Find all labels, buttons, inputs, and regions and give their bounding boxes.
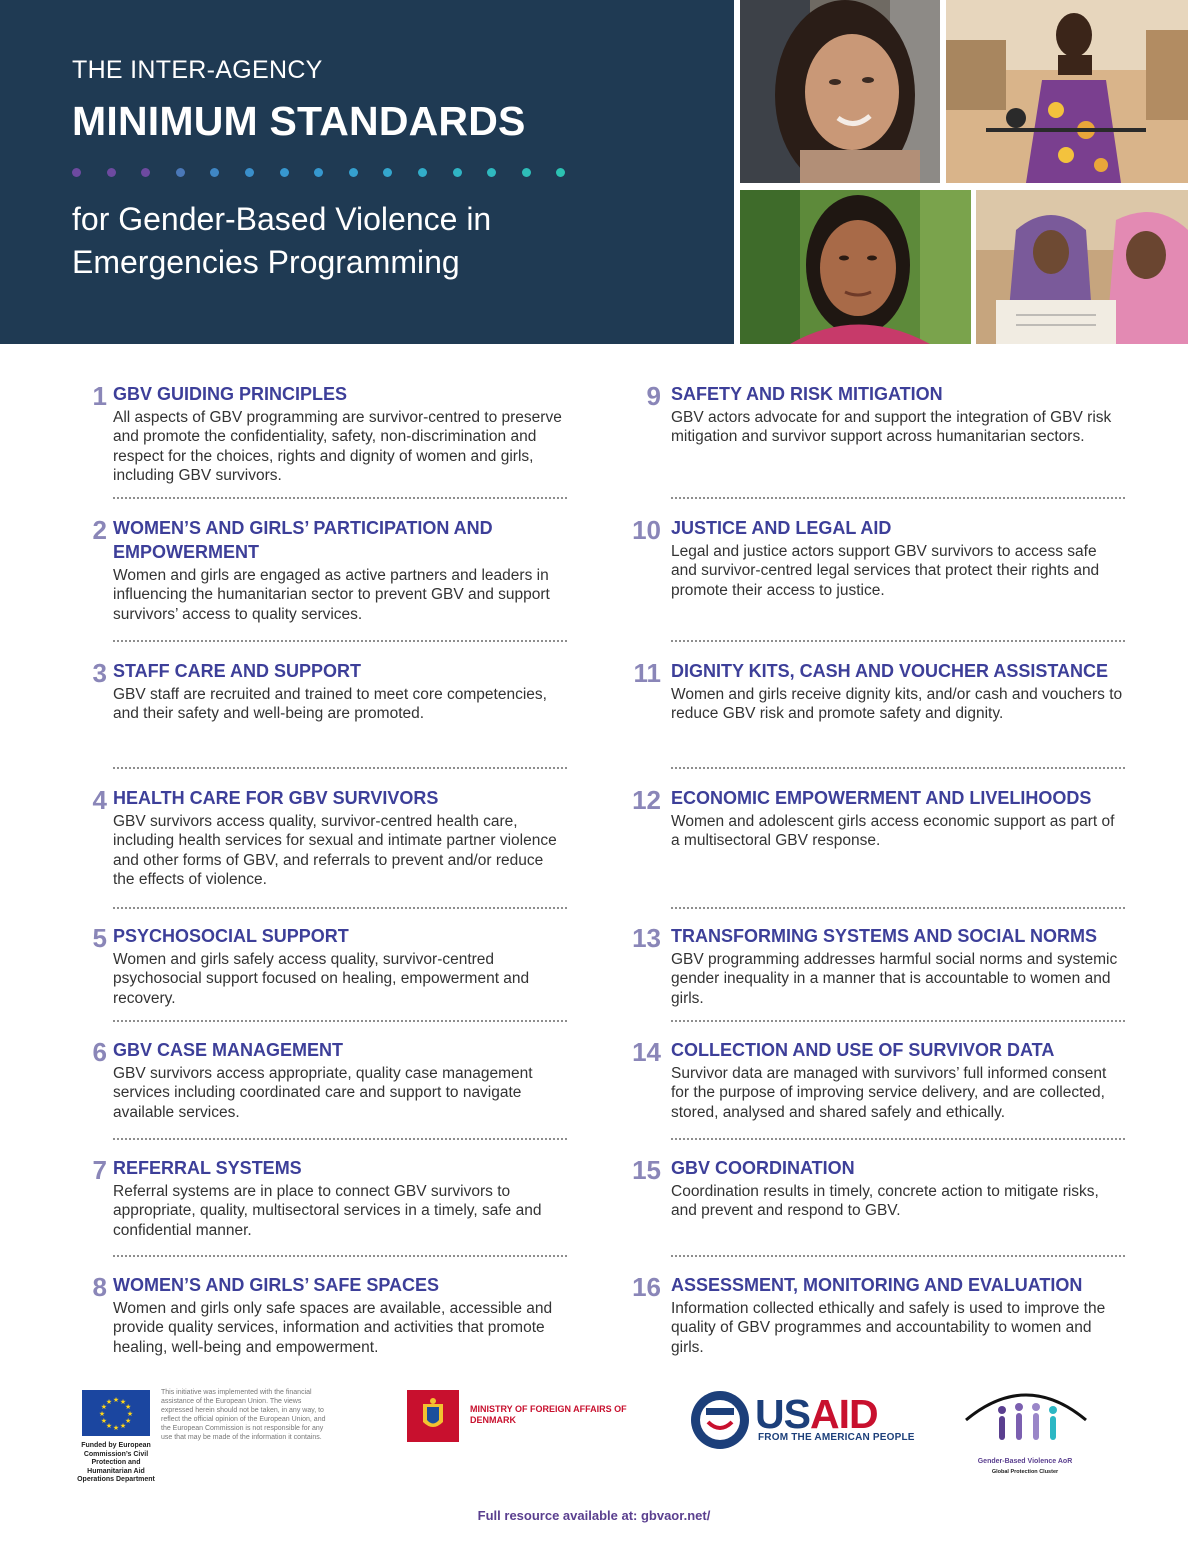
standard-number: 14 [632, 1037, 661, 1067]
standard-item [92, 381, 568, 486]
dotted-divider [671, 640, 1125, 642]
eu-flag-logo [82, 1390, 150, 1436]
standard-title: HEALTH CARE FOR GBV SURVIVORS [113, 788, 439, 808]
gbv-aor-logo [962, 1380, 1090, 1450]
standard-item [92, 1155, 568, 1240]
standard-description: Women and girls only safe spaces are available, accessible and provide quality services, information and activities that promote healing, well-being and empowerment. [113, 1300, 553, 1356]
decorative-dot [453, 168, 462, 177]
dotted-divider [113, 767, 567, 769]
pre-title: THE INTER-AGENCY [72, 56, 323, 84]
page-title: MINIMUM STANDARDS [72, 98, 526, 144]
subtitle-line-2: Emergencies Programming [72, 244, 460, 280]
decorative-dot [245, 168, 254, 177]
standard-number: 6 [92, 1037, 107, 1067]
standard-description: GBV programming addresses harmful social norms and systemic gender inequality in a manner that is accountable to women and girls. [671, 951, 1118, 1007]
usaid-us: US [755, 1391, 810, 1437]
standard-number: 9 [646, 381, 661, 411]
standard-title: WOMEN’S AND GIRLS’ PARTICIPATION AND EMPOWERMENT [113, 518, 493, 562]
denmark-ministry-label: MINISTRY OF FOREIGN AFFAIRS OF DENMARK [470, 1404, 627, 1425]
standard-description: Referral systems are in place to connect GBV survivors to appropriate, quality, multisectoral services in a timely, safe and confidential manner. [113, 1183, 542, 1239]
dotted-divider [113, 1138, 567, 1140]
footer [0, 1380, 1188, 1548]
eu-caption: Funded by European Commission’s Civil Protection and Humanitarian Aid Operations Department [77, 1442, 155, 1484]
decorative-dot [176, 168, 185, 177]
decorative-dot [522, 168, 531, 177]
standard-title: GBV COORDINATION [671, 1158, 855, 1178]
standard-item [646, 381, 1126, 447]
eu-star-icon: ★ [100, 1418, 108, 1425]
standard-item [92, 658, 568, 724]
standard-description: Coordination results in timely, concrete action to mitigate risks, and prevent and respond to GBV. [671, 1183, 1099, 1220]
dotted-divider [113, 1020, 567, 1022]
photo-woman-bicycle [946, 0, 1188, 183]
eu-star-icon: ★ [119, 1398, 127, 1406]
standard-description: Information collected ethically and safely is used to improve the quality of GBV programmes and accountability to women and girls. [671, 1300, 1106, 1356]
eu-disclaimer: This initiative was implemented with the financial assistance of the European Union. The views expressed herein should not be taken, in any way, to reflect the official opinion of the European Union, and the European Commission is not responsible for any use that may be made of the information it contains. [161, 1389, 326, 1441]
usaid-seal-logo [690, 1390, 750, 1450]
dotted-divider [671, 1255, 1125, 1257]
standard-title: COLLECTION AND USE OF SURVIVOR DATA [671, 1040, 1055, 1060]
standard-item [632, 1155, 1126, 1221]
standard-number: 4 [92, 785, 107, 815]
standard-number: 13 [632, 923, 661, 953]
header [0, 0, 1188, 344]
standard-number: 5 [92, 923, 107, 953]
photo-woman-portrait [740, 190, 971, 344]
standard-title: GBV CASE MANAGEMENT [113, 1040, 344, 1060]
standard-number: 7 [92, 1155, 107, 1185]
dotted-divider [113, 907, 567, 909]
decorative-dot [72, 168, 81, 177]
standard-number: 11 [633, 658, 661, 688]
standard-description: GBV staff are recruited and trained to meet core competencies, and their safety and well-being are promoted. [113, 686, 547, 723]
usaid-aid: AID [809, 1391, 878, 1437]
eu-star-icon: ★ [119, 1423, 127, 1431]
eu-star-icon: ★ [112, 1397, 120, 1404]
dotted-divider [113, 1255, 567, 1257]
usaid-wordmark [755, 1391, 878, 1438]
eu-star-icon: ★ [126, 1411, 134, 1418]
eu-star-icon: ★ [124, 1404, 132, 1411]
dotted-divider [671, 1020, 1125, 1022]
decorative-dot-row [72, 168, 612, 180]
standard-item [632, 923, 1126, 1008]
resource-link[interactable]: Full resource available at: gbvaor.net/ [477, 1508, 711, 1523]
standard-item [92, 785, 568, 890]
dotted-divider [671, 767, 1125, 769]
gbv-cluster-name: Global Protection Cluster [991, 1469, 1059, 1475]
standard-description: Women and girls are engaged as active partners and leaders in influencing the humanitarian sector to prevent GBV and support survivors’ access to quality services. [113, 567, 550, 623]
decorative-dot [210, 168, 219, 177]
standard-title: TRANSFORMING SYSTEMS AND SOCIAL NORMS [671, 926, 1098, 946]
standard-description: All aspects of GBV programming are survivor-centred to preserve and promote the confidentiality, safety, non-discrimination and respect for the choices, rights and dignity of women and girls, including GBV survivors. [113, 409, 562, 485]
standard-item [632, 785, 1126, 851]
eu-star-icon: ★ [98, 1411, 106, 1418]
eu-star-icon: ★ [105, 1423, 113, 1431]
dotted-divider [113, 640, 567, 642]
standard-description: Women and adolescent girls access economic support as part of a multisectoral GBV response. [671, 813, 1115, 850]
standard-number: 2 [92, 515, 107, 545]
eu-star-icon: ★ [105, 1398, 113, 1406]
standard-item [633, 658, 1126, 724]
standard-number: 8 [92, 1272, 107, 1302]
photo-smiling-girl [740, 0, 940, 183]
standard-description: Survivor data are managed with survivors’ full informed consent for the purpose of improving service delivery, and are collected, stored, analysed and shared safely and ethically. [671, 1065, 1107, 1121]
standard-title: JUSTICE AND LEGAL AID [671, 518, 892, 538]
usaid-tagline: FROM THE AMERICAN PEOPLE [758, 1432, 915, 1443]
eu-star-icon: ★ [100, 1404, 108, 1411]
decorative-dot [141, 168, 150, 177]
dotted-divider [113, 497, 567, 499]
standard-item [92, 923, 568, 1008]
decorative-dot [314, 168, 323, 177]
standard-number: 1 [92, 381, 107, 411]
gbv-aor-name: Gender-Based Violence AoR [977, 1458, 1073, 1465]
decorative-dot [418, 168, 427, 177]
subtitle-line-1: for Gender-Based Violence in [72, 201, 492, 237]
decorative-dot [107, 168, 116, 177]
standard-item [632, 1272, 1126, 1357]
standard-title: ASSESSMENT, MONITORING AND EVALUATION [671, 1275, 1083, 1295]
standard-description: Women and girls safely access quality, survivor-centred psychosocial support focused on healing, empowerment and recovery. [113, 951, 530, 1007]
standard-description: GBV survivors access quality, survivor-centred health care, including health services for sexual and intimate partner violence and other forms of GBV, and referrals to prevent and/or reduce the effects of violence. [113, 813, 557, 889]
standard-title: REFERRAL SYSTEMS [113, 1158, 302, 1178]
standard-item [92, 1037, 568, 1122]
eu-star-icon: ★ [112, 1425, 120, 1432]
standard-number: 16 [632, 1272, 661, 1302]
decorative-dot [556, 168, 565, 177]
standard-title: STAFF CARE AND SUPPORT [113, 661, 362, 681]
denmark-crest-logo [407, 1390, 459, 1442]
standard-description: GBV survivors access appropriate, quality case management services including coordinated care and support to navigate available services. [113, 1065, 533, 1121]
title-panel [0, 0, 734, 344]
standard-number: 12 [632, 785, 661, 815]
standard-title: SAFETY AND RISK MITIGATION [671, 384, 943, 404]
standard-description: GBV actors advocate for and support the integration of GBV risk mitigation and survivor support across humanitarian sectors. [671, 409, 1112, 446]
photo-girls-studying [976, 190, 1188, 344]
standard-item [632, 1037, 1126, 1122]
decorative-dot [349, 168, 358, 177]
standard-number: 10 [632, 515, 661, 545]
subtitle [72, 198, 672, 284]
standard-description: Women and girls receive dignity kits, and/or cash and vouchers to reduce GBV risk and promote safety and dignity. [671, 686, 1123, 723]
standard-item [632, 515, 1126, 600]
standard-title: ECONOMIC EMPOWERMENT AND LIVELIHOODS [671, 788, 1092, 808]
standard-title: PSYCHOSOCIAL SUPPORT [113, 926, 349, 946]
standard-title: GBV GUIDING PRINCIPLES [113, 384, 348, 404]
standard-number: 15 [632, 1155, 661, 1185]
standard-item [92, 1272, 568, 1357]
standard-number: 3 [92, 658, 107, 688]
dotted-divider [671, 907, 1125, 909]
decorative-dot [487, 168, 496, 177]
standard-item [92, 515, 568, 624]
standard-description: Legal and justice actors support GBV survivors to access safe and survivor-centred legal services that protect their rights and promote their access to justice. [671, 543, 1100, 599]
dotted-divider [671, 497, 1125, 499]
standard-title: DIGNITY KITS, CASH AND VOUCHER ASSISTANCE [671, 661, 1109, 681]
dotted-divider [671, 1138, 1125, 1140]
decorative-dot [280, 168, 289, 177]
decorative-dot [383, 168, 392, 177]
standard-title: WOMEN’S AND GIRLS’ SAFE SPACES [113, 1275, 440, 1295]
eu-star-icon: ★ [124, 1418, 132, 1425]
